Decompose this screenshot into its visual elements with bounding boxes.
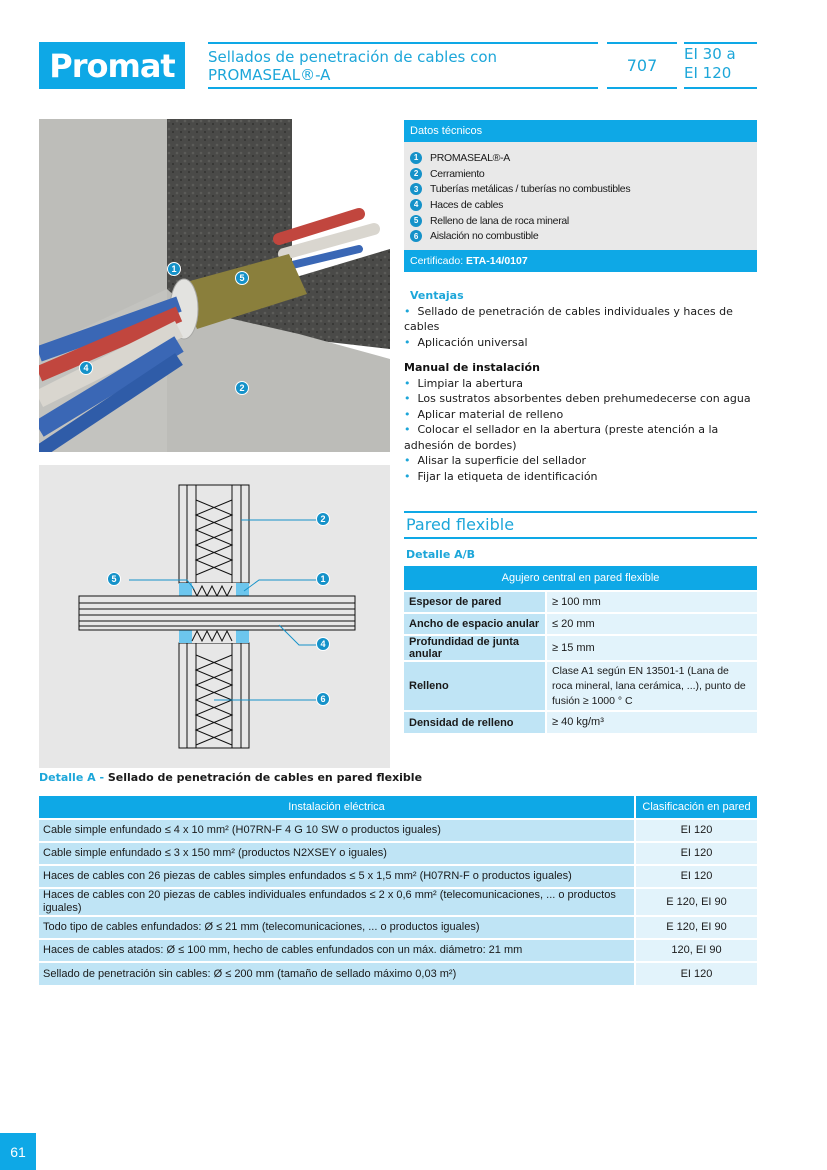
- class-line-2: EI 120: [684, 64, 732, 82]
- callout-2: 2: [235, 381, 249, 395]
- spec-value: ≤ 20 mm: [546, 613, 757, 635]
- spec-key: Profundidad de junta anular: [404, 635, 546, 661]
- classification-cell: E 120, EI 90: [635, 888, 757, 916]
- callout-2: 2: [316, 512, 330, 526]
- legend-label: Cerramiento: [430, 167, 485, 180]
- list-item: [404, 453, 757, 469]
- install-title: Manual de instalación: [404, 361, 540, 374]
- classification-cell: EI 120: [635, 819, 757, 842]
- title-line-1: Sellados de penetración de cables con: [208, 48, 498, 66]
- class-line-1: EI 30 a: [684, 45, 736, 63]
- bullet-icon: •: [404, 469, 411, 483]
- spec-key: Espesor de pared: [404, 591, 546, 613]
- classification-cell: EI 120: [635, 962, 757, 985]
- list-item-text: Aplicación universal: [417, 335, 528, 349]
- detail-label: Detalle A/B: [406, 548, 476, 561]
- spec-value: Clase A1 según EN 13501-1 (Lana de roca mineral, lana cerámica, ...), punto de fusión ≥ 1000 ° C: [546, 661, 757, 711]
- legend-label: Tuberías metálicas / tuberías no combustibles: [430, 183, 631, 196]
- column-header-classification: Clasificación en pared: [635, 796, 757, 819]
- spec-key: Densidad de relleno: [404, 711, 546, 733]
- certificate-value: ETA-14/0107: [466, 255, 528, 268]
- list-item-text: Fijar la etiqueta de identificación: [417, 469, 598, 483]
- installation-photo: [39, 119, 390, 452]
- certificate-label: Certificado:: [410, 255, 467, 268]
- spec-value: ≥ 15 mm: [546, 635, 757, 661]
- table-row: [39, 865, 757, 888]
- list-item: [404, 304, 757, 335]
- certificate-bar: [404, 250, 757, 272]
- callout-1: 1: [316, 572, 330, 586]
- wall-lower: [179, 643, 249, 748]
- number-badge-icon: 2: [410, 168, 422, 180]
- legend-label: Relleno de lana de roca mineral: [430, 214, 569, 227]
- electrical-installation-table: [39, 796, 757, 985]
- list-item: [404, 407, 757, 423]
- spec-key: Ancho de espacio anular: [404, 613, 546, 635]
- spec-table: [404, 566, 757, 733]
- table-row: [39, 819, 757, 842]
- callout-1: 1: [167, 262, 181, 276]
- table-row: [404, 591, 757, 613]
- legend-item: [410, 150, 751, 166]
- installation-cell: Haces de cables atados: Ø ≤ 100 mm, hecho de cables enfundados con un máx. diámetro: 21 mm: [39, 939, 635, 962]
- table-row: [39, 939, 757, 962]
- document-title: [208, 42, 598, 89]
- legend-item: [410, 166, 751, 182]
- list-item: [404, 422, 757, 453]
- section-drawing: [39, 465, 390, 768]
- page-number: 61: [0, 1133, 36, 1170]
- legend-item: [410, 181, 751, 197]
- installation-cell: Cable simple enfundado ≤ 3 x 150 mm² (productos N2XSEY o iguales): [39, 842, 635, 865]
- advantages-section: [404, 288, 757, 484]
- title-line-2: PROMASEAL®-A: [208, 66, 331, 84]
- classification-cell: 120, EI 90: [635, 939, 757, 962]
- technical-data-panel: [404, 120, 757, 272]
- list-item-text: Aplicar material de relleno: [417, 407, 564, 421]
- list-item-text: Limpiar la abertura: [417, 376, 524, 390]
- bullet-icon: •: [404, 407, 411, 421]
- table-row: [39, 842, 757, 865]
- legend-label: Haces de cables: [430, 198, 504, 211]
- table-row: [404, 661, 757, 711]
- callout-5: 5: [107, 572, 121, 586]
- number-badge-icon: 5: [410, 215, 422, 227]
- bullet-icon: •: [404, 423, 411, 436]
- installation-cell: Todo tipo de cables enfundados: Ø ≤ 21 mm (telecomunicaciones, ... o productos iguales): [39, 916, 635, 939]
- fire-classification: [684, 42, 757, 89]
- cable-bundle: [79, 596, 355, 630]
- table-row: [39, 916, 757, 939]
- table-row: [404, 613, 757, 635]
- wall-upper: [179, 485, 249, 583]
- table-row: [39, 962, 757, 985]
- number-badge-icon: 4: [410, 199, 422, 211]
- spec-value: ≥ 40 kg/m³: [546, 711, 757, 733]
- promat-logo: Promat: [39, 42, 185, 89]
- caption-prefix: Detalle A -: [39, 771, 108, 784]
- callout-5: 5: [235, 271, 249, 285]
- list-item: [404, 335, 757, 351]
- callout-4: 4: [316, 637, 330, 651]
- bullet-icon: •: [404, 335, 411, 349]
- table-row: [404, 635, 757, 661]
- number-badge-icon: 3: [410, 183, 422, 195]
- list-item-text: Sellado de penetración de cables individuales y haces de cables: [404, 304, 733, 333]
- installation-cell: Haces de cables con 26 piezas de cables simples enfundados ≤ 5 x 1,5 mm² (H07RN-F o productos iguales): [39, 865, 635, 888]
- spec-value: ≥ 100 mm: [546, 591, 757, 613]
- number-badge-icon: 1: [410, 152, 422, 164]
- installation-cell: Haces de cables con 20 piezas de cables individuales enfundados ≤ 2 x 0,6 mm² (telecomunicaciones, ... o productos iguales): [39, 888, 635, 916]
- number-badge-icon: 6: [410, 230, 422, 242]
- table-row: [39, 888, 757, 916]
- list-item-text: Los sustratos absorbentes deben prehumedecerse con agua: [417, 392, 751, 405]
- bullet-icon: •: [404, 454, 411, 467]
- list-item: [404, 469, 757, 485]
- classification-cell: EI 120: [635, 865, 757, 888]
- column-header-installation: Instalación eléctrica: [39, 796, 635, 819]
- list-item: [404, 391, 757, 407]
- figure-caption: [39, 771, 422, 784]
- photo-illustration: [39, 119, 390, 452]
- legend-label: PROMASEAL®-A: [430, 151, 510, 164]
- classification-cell: EI 120: [635, 842, 757, 865]
- installation-cell: Sellado de penetración sin cables: Ø ≤ 200 mm (tamaño de sellado máximo 0,03 m²): [39, 962, 635, 985]
- table-row: [404, 711, 757, 733]
- caption-text: Sellado de penetración de cables en pared flexible: [107, 771, 423, 784]
- bullet-icon: •: [404, 304, 411, 318]
- classification-cell: E 120, EI 90: [635, 916, 757, 939]
- product-number: 707: [607, 42, 677, 89]
- list-item-text: Colocar el sellador en la abertura (preste atención a la adhesión de bordes): [404, 423, 719, 452]
- cross-section-diagram: [39, 465, 390, 768]
- legend-item: [410, 213, 751, 229]
- spec-key: Relleno: [404, 661, 546, 711]
- legend-item: [410, 197, 751, 213]
- technical-data-title: Datos técnicos: [404, 120, 757, 142]
- installation-cell: Cable simple enfundado ≤ 4 x 10 mm² (H07RN-F 4 G 10 SW o productos iguales): [39, 819, 635, 842]
- technical-data-list: [404, 142, 757, 250]
- advantages-list: [404, 304, 757, 351]
- callout-4: 4: [79, 361, 93, 375]
- spec-table-header: Agujero central en pared flexible: [404, 566, 757, 591]
- advantages-title: Ventajas: [410, 289, 464, 302]
- install-list: [404, 376, 757, 485]
- list-item: [404, 376, 757, 392]
- bullet-icon: •: [404, 392, 411, 405]
- section-title: Pared flexible: [404, 511, 757, 539]
- legend-item: [410, 228, 751, 244]
- list-item-text: Alisar la superficie del sellador: [417, 454, 587, 467]
- legend-label: Aislación no combustible: [430, 230, 539, 243]
- bullet-icon: •: [404, 376, 411, 390]
- callout-6: 6: [316, 692, 330, 706]
